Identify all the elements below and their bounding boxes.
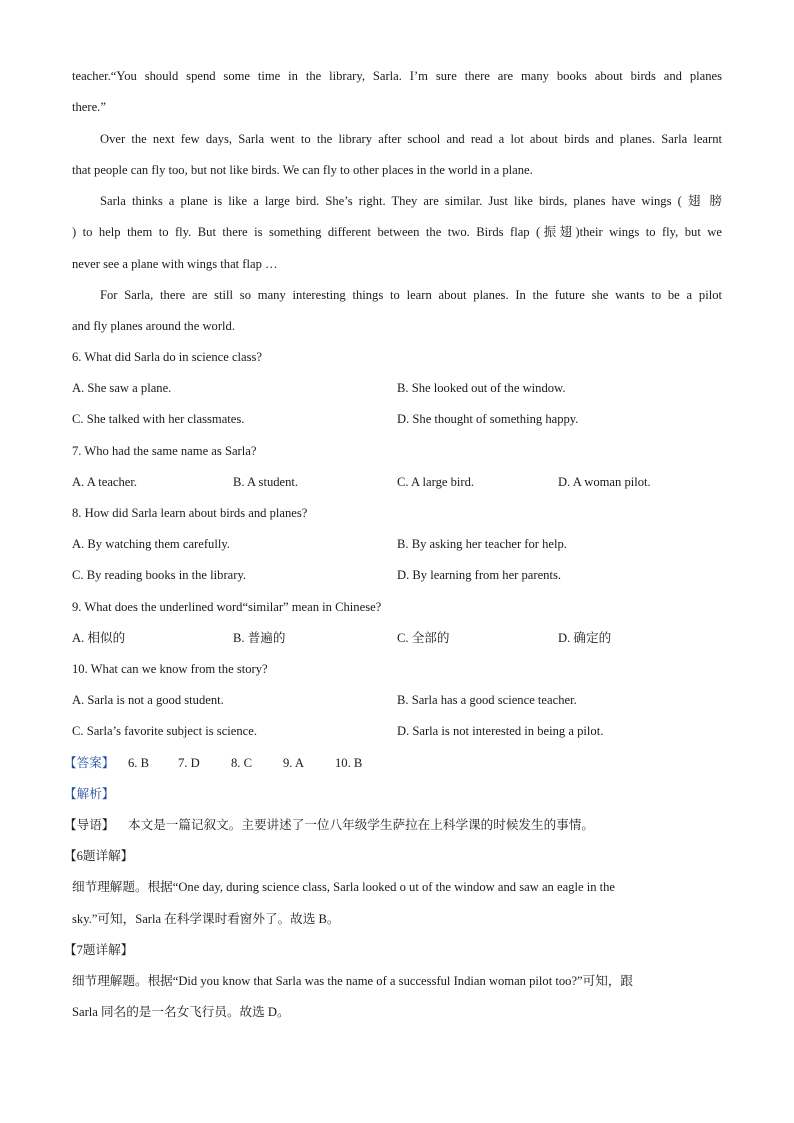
passage-p2-line1: Over the next few days, Sarla went to the library after school and read a lot about birds and planes. Sarla learnt — [100, 132, 722, 146]
question-9-option-a: A. 相似的 — [72, 631, 126, 645]
guide-label: 【导语】 — [64, 818, 115, 832]
question-10-option-c: C. Sarla’s favorite subject is science. — [72, 724, 258, 738]
question-9-stem: 9. What does the underlined word“similar” mean in Chinese? — [72, 600, 382, 614]
passage-p3-line2: ) to help them to fly. But there is something different between the two. Birds flap (振翅)their wings to fly, but we — [72, 225, 722, 239]
question-10-option-a: A. Sarla is not a good student. — [72, 693, 224, 707]
question-9-option-d: D. 确定的 — [558, 631, 612, 645]
answer-item: 6. B — [128, 756, 149, 770]
guide-text: 本文是一篇记叙文。主要讲述了一位八年级学生萨拉在上科学课的时候发生的事情。 — [128, 818, 594, 832]
question-8-option-d: D. By learning from her parents. — [397, 568, 562, 582]
question-8-stem: 8. How did Sarla learn about birds and planes? — [72, 506, 308, 520]
answer-label: 【答案】 — [64, 756, 115, 770]
detail-6-title: 【6题详解】 — [64, 849, 134, 863]
passage-p1-line2: there.” — [72, 100, 106, 114]
question-6-option-a: A. She saw a plane. — [72, 381, 172, 395]
answer-item: 10. B — [335, 756, 363, 770]
question-8-option-c: C. By reading books in the library. — [72, 568, 247, 582]
passage-p4-line2: and fly planes around the world. — [72, 319, 235, 333]
question-9-option-c: C. 全部的 — [397, 631, 450, 645]
detail-6-line1: 细节理解题。根据“One day, during science class, Sarla looked o ut of the window and saw an eagle in the — [72, 880, 616, 894]
question-6-stem: 6. What did Sarla do in science class? — [72, 350, 263, 364]
question-10-stem: 10. What can we know from the story? — [72, 662, 268, 676]
passage-p3-line3: never see a plane with wings that flap … — [72, 257, 278, 271]
passage-p4-line1: For Sarla, there are still so many interesting things to learn about planes. In the future she wants to be a pilot — [100, 288, 722, 302]
question-10-option-d: D. Sarla is not interested in being a pilot. — [397, 724, 604, 738]
answer-item: 8. C — [231, 756, 252, 770]
question-6-option-b: B. She looked out of the window. — [397, 381, 566, 395]
question-6-option-d: D. She thought of something happy. — [397, 412, 579, 426]
passage-p1-line1: teacher.“You should spend some time in the library, Sarla. I’m sure there are many books about birds and planes — [72, 69, 722, 83]
question-7-option-c: C. A large bird. — [397, 475, 475, 489]
question-7-stem: 7. Who had the same name as Sarla? — [72, 444, 257, 458]
question-7-option-b: B. A student. — [233, 475, 299, 489]
question-10-option-b: B. Sarla has a good science teacher. — [397, 693, 577, 707]
detail-6-line2: sky.”可知，Sarla 在科学课时看窗外了。故选 B。 — [72, 912, 340, 926]
question-7-option-d: D. A woman pilot. — [558, 475, 651, 489]
passage-p2-line2: that people can fly too, but not like birds. We can fly to other places in the world in a plane. — [72, 163, 533, 177]
question-8-option-b: B. By asking her teacher for help. — [397, 537, 567, 551]
detail-7-line2: Sarla 同名的是一名女飞行员。故选 D。 — [72, 1005, 290, 1019]
question-6-option-c: C. She talked with her classmates. — [72, 412, 245, 426]
analysis-label: 【解析】 — [64, 787, 115, 801]
question-7-option-a: A. A teacher. — [72, 475, 138, 489]
detail-7-title: 【7题详解】 — [64, 943, 134, 957]
answer-item: 7. D — [178, 756, 200, 770]
question-9-option-b: B. 普遍的 — [233, 631, 286, 645]
detail-7-line1: 细节理解题。根据“Did you know that Sarla was the name of a successful Indian woman pilot too?”可知，跟 — [72, 974, 634, 988]
passage-p3-line1: Sarla thinks a plane is like a large bird. She’s right. They are similar. Just like birds, planes have wings ( 翅 膀 — [100, 194, 722, 208]
answer-item: 9. A — [283, 756, 304, 770]
question-8-option-a: A. By watching them carefully. — [72, 537, 230, 551]
